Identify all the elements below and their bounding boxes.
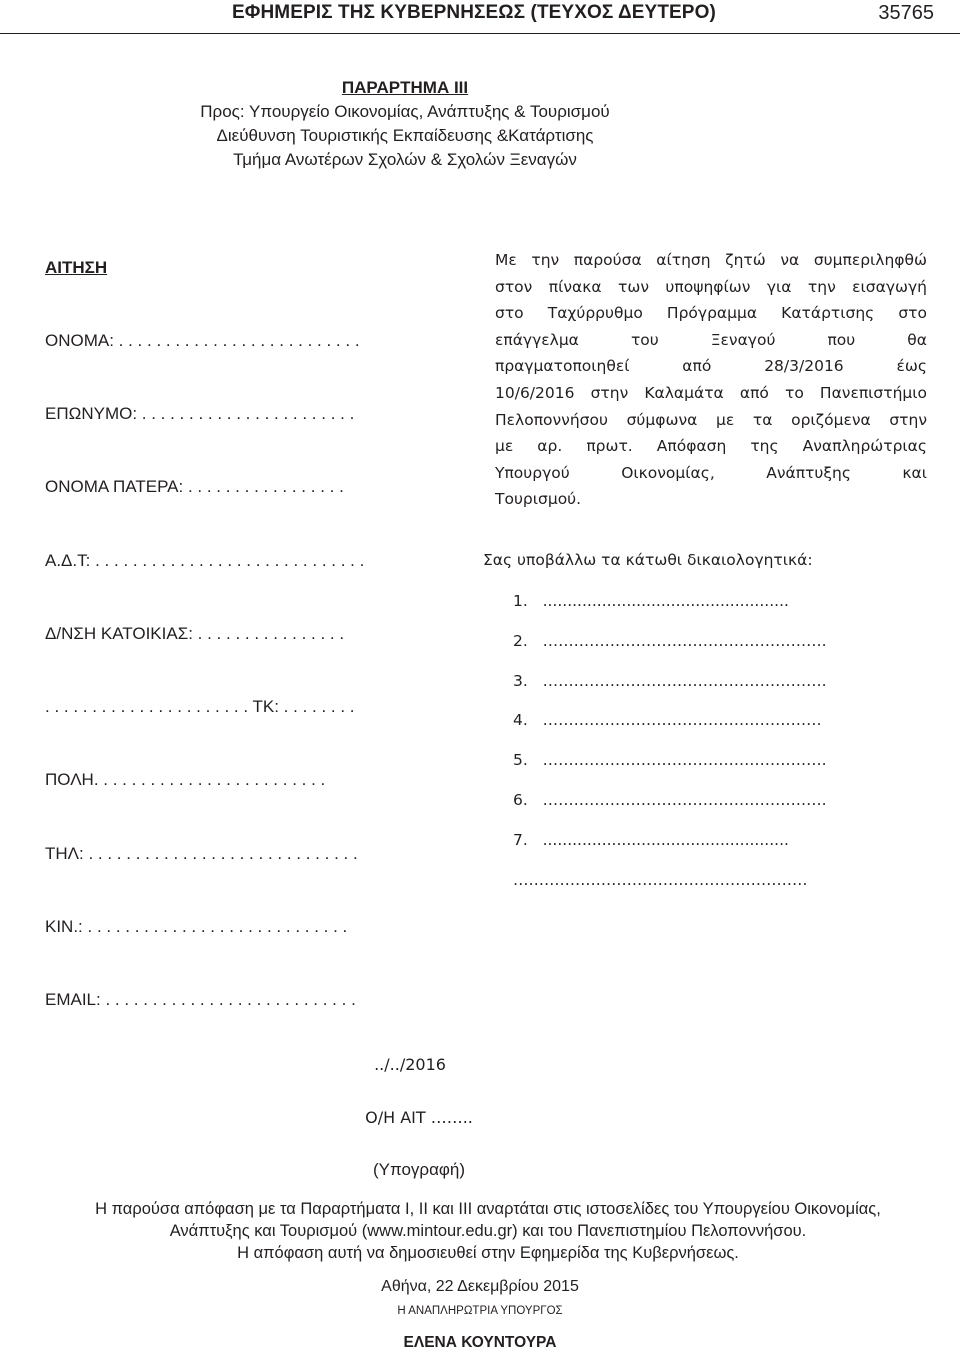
request-line: στον πίνακα των υποψηφίων για την εισαγωγή <box>495 277 927 296</box>
document-item: 2. ………………………………………………. <box>513 631 827 650</box>
field-email: EMAIL: . . . . . . . . . . . . . . . . . . . . . . . . . . . <box>45 990 356 1009</box>
page-number: 35765 <box>878 2 934 24</box>
form-heading: ΑΙΤΗΣΗ <box>45 257 108 277</box>
applicant-line: Ο/Η ΑΙΤ …….. <box>365 1108 473 1127</box>
journal-title: ΕΦΗΜΕΡΙΣ ΤΗΣ ΚΥΒΕΡΝΗΣΕΩΣ (ΤΕΥΧΟΣ ΔΕΥΤΕΡΟ) <box>232 2 716 23</box>
notice-line: Η παρούσα απόφαση με τα Παραρτήματα Ι, ΙΙ και ΙΙΙ αναρτάται στις ιστοσελίδες του Υπουργείου Οικονομίας, <box>95 1200 881 1218</box>
documents-intro: Σας υποβάλλω τα κάτωθι δικαιολογητικά: <box>483 551 813 569</box>
place-date: Αθήνα, 22 Δεκεμβρίου 2015 <box>381 1278 579 1295</box>
request-line: Υπουργού Οικονομίας, Ανάπτυξης και <box>495 463 927 482</box>
publication-notice <box>0 1198 960 1264</box>
request-line: στο Ταχύρρυθμο Πρόγραμμα Κατάρτισης στο <box>495 304 927 323</box>
field-phone: ΤΗΛ: . . . . . . . . . . . . . . . . . . . . . . . . . . . . . <box>45 843 358 863</box>
field-father-name: ΟΝΟΜΑ ΠΑΤΕΡΑ: . . . . . . . . . . . . . . . . . <box>45 477 344 497</box>
document-item: 4. ……………………………………………… <box>513 711 822 730</box>
request-line: Με την παρούσα αίτηση ζητώ να συμπεριληφθώ <box>495 251 927 269</box>
request-line: με αρ. πρωτ. Απόφαση της Αναπληρώτριας <box>495 437 927 456</box>
field-address: Δ/ΝΣΗ ΚΑΤΟΙΚΙΑΣ: . . . . . . . . . . . . . . . . <box>45 623 345 643</box>
annex-directorate: Διεύθυνση Τουριστικής Εκπαίδευσης &Κατάρτισης <box>216 126 594 145</box>
annex-block <box>0 76 810 172</box>
request-line: 10/6/2016 στην Καλαμάτα από το Πανεπιστήμιο <box>495 383 927 402</box>
request-line: επάγγελμα του Ξεναγού που θα <box>495 330 927 349</box>
annex-recipient: Προς: Υπουργείο Οικονομίας, Ανάπτυξης & Τουρισμού <box>200 102 610 121</box>
request-paragraph <box>495 247 927 513</box>
notice-line: Ανάπτυξης και Τουρισμού (www.mintour.edu.gr) και του Πανεπιστημίου Πελοποννήσου. <box>169 1222 807 1240</box>
document-item: 5. ………………………………………………. <box>513 751 827 770</box>
document-item: 6. ………………………………………………. <box>513 790 827 809</box>
signatory-role: Η ΑΝΑΠΛΗΡΩΤΡΙΑ ΥΠΟΥΡΓΟΣ <box>397 1305 563 1317</box>
documents-list <box>513 592 827 910</box>
field-postal-code: . . . . . . . . . . . . . . . . . . . . . . ΤΚ: . . . . . . . . <box>45 697 355 717</box>
field-surname: ΕΠΩΝΥΜΟ: . . . . . . . . . . . . . . . . . . . . . . . <box>45 404 355 424</box>
signature-label: (Υπογραφή) <box>372 1160 466 1179</box>
signature-date: ../../2016 <box>374 1055 446 1074</box>
header-rule <box>0 33 960 34</box>
document-item: 7. .................................................. <box>513 830 789 849</box>
request-line: Τουρισμού. <box>495 490 582 509</box>
field-city: ΠΟΛΗ. . . . . . . . . . . . . . . . . . . . . . . . . <box>45 770 326 790</box>
field-mobile: ΚΙΝ.: . . . . . . . . . . . . . . . . . . . . . . . . . . . . <box>45 916 348 936</box>
field-name: ΟΝΟΜΑ: . . . . . . . . . . . . . . . . . . . . . . . . . . <box>45 331 360 351</box>
annex-title: ΠΑΡΑΡΤΗΜΑ ΙΙΙ <box>341 78 469 97</box>
field-id-card: Α.Δ.Τ: . . . . . . . . . . . . . . . . . . . . . . . . . . . . . <box>45 550 365 570</box>
document-item: ………………………………………………… <box>513 870 808 889</box>
document-item: 1. .................................................. <box>513 592 789 610</box>
notice-line: Η απόφαση αυτή να δημοσιευθεί στην Εφημερίδα της Κυβερνήσεως. <box>237 1244 739 1262</box>
annex-department: Τμήμα Ανωτέρων Σχολών & Σχολών Ξεναγών <box>233 150 577 169</box>
request-line: Πελοποννήσου σύμφωνα με τα οριζόμενα στην <box>495 410 927 429</box>
signatory-name: ΕΛΕΝΑ ΚΟΥΝΤΟΥΡΑ <box>403 1334 557 1351</box>
application-form <box>45 207 364 1037</box>
request-line: πραγματοποιηθεί από 28/3/2016 έως <box>495 357 927 376</box>
document-item: 3. ………………………………………………. <box>513 671 827 690</box>
